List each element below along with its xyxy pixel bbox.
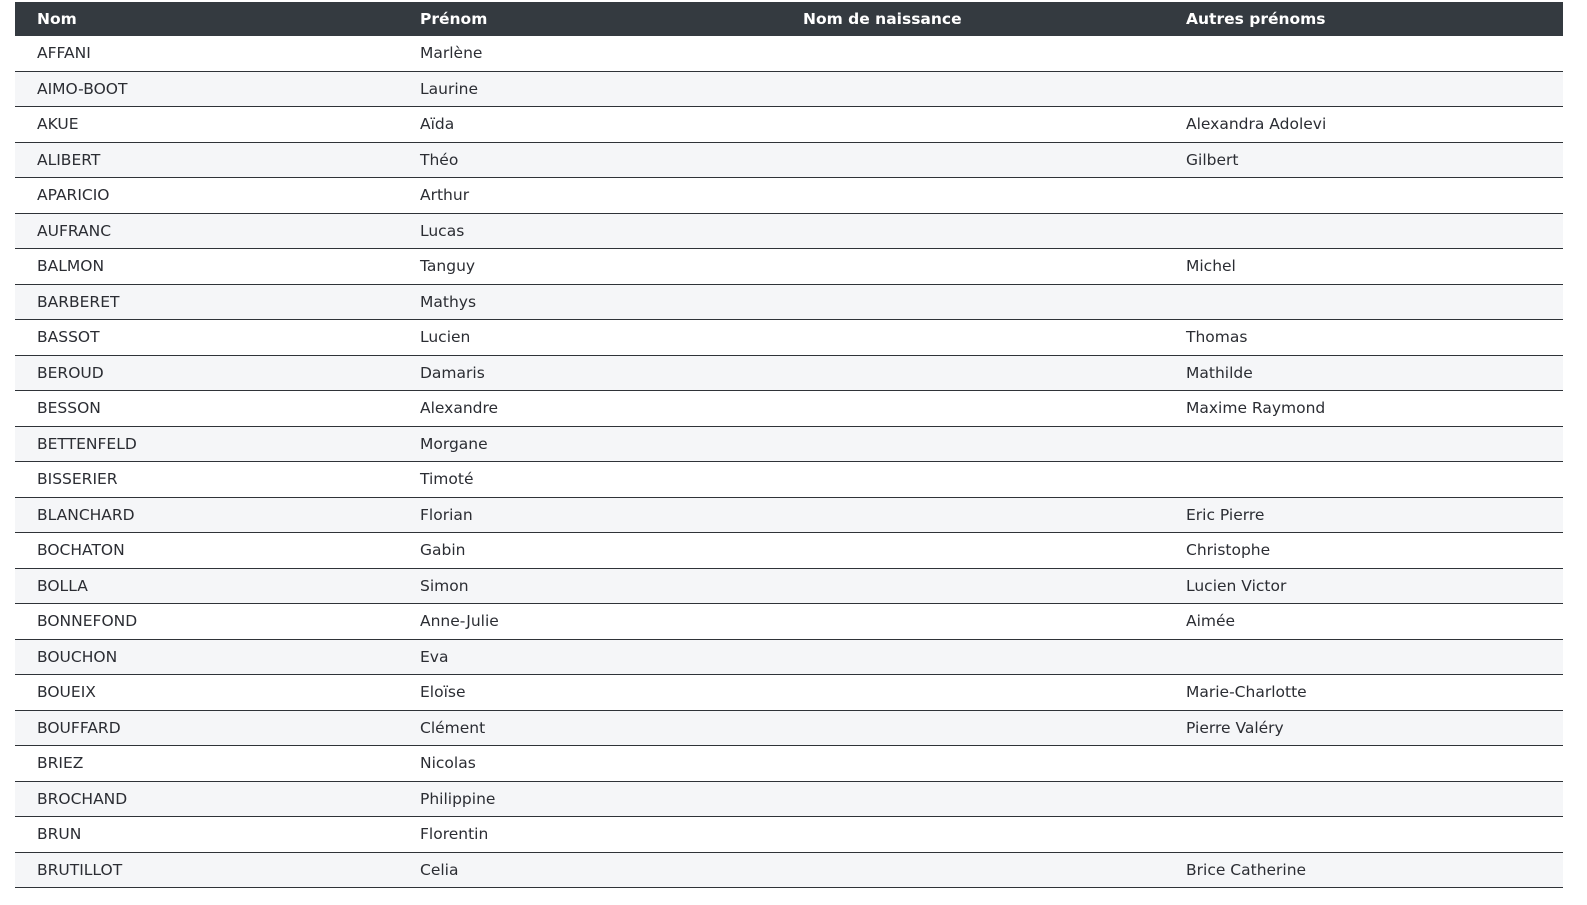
- cell-nom-de-naissance: [781, 178, 1164, 214]
- table-row[interactable]: [15, 213, 1563, 249]
- table-row[interactable]: [15, 781, 1563, 817]
- cell-prenom: Nicolas: [420, 754, 476, 773]
- cell-autres-prenoms: Marie-Charlotte: [1186, 683, 1307, 702]
- table-row[interactable]: [15, 107, 1563, 143]
- column-header-nom-de-naissance[interactable]: Nom de naissance: [803, 10, 962, 28]
- table-row[interactable]: [15, 817, 1563, 853]
- cell-autres-prenoms: [1164, 213, 1563, 249]
- cell-prenom: Alexandre: [420, 399, 499, 418]
- cell-prenom: Clément: [420, 718, 486, 737]
- cell-prenom: Aïda: [420, 115, 455, 134]
- table-row[interactable]: [15, 426, 1563, 462]
- table-row[interactable]: [15, 320, 1563, 356]
- cell-nom: BARBERET: [37, 292, 120, 311]
- cell-nom-de-naissance: [781, 284, 1164, 320]
- table-row[interactable]: [15, 71, 1563, 107]
- table-row[interactable]: [15, 710, 1563, 746]
- header-row: [15, 2, 1563, 36]
- table-row[interactable]: [15, 639, 1563, 675]
- table-row[interactable]: [15, 249, 1563, 285]
- cell-autres-prenoms: [1164, 746, 1563, 782]
- cell-nom-de-naissance: [781, 604, 1164, 640]
- cell-autres-prenoms: [1164, 71, 1563, 107]
- cell-autres-prenoms: [1164, 426, 1563, 462]
- table-row[interactable]: [15, 36, 1563, 71]
- cell-nom-de-naissance: [781, 710, 1164, 746]
- cell-nom-de-naissance: [781, 249, 1164, 285]
- cell-autres-prenoms: [1164, 36, 1563, 71]
- cell-autres-prenoms: Lucien Victor: [1186, 576, 1287, 595]
- cell-prenom: Morgane: [420, 434, 488, 453]
- table-row[interactable]: [15, 568, 1563, 604]
- cell-nom-de-naissance: [781, 533, 1164, 569]
- cell-autres-prenoms: [1164, 817, 1563, 853]
- cell-nom-de-naissance: [781, 213, 1164, 249]
- cell-prenom: Eva: [420, 647, 449, 666]
- cell-prenom: Marlène: [420, 44, 483, 63]
- cell-nom: BONNEFOND: [37, 612, 138, 631]
- cell-autres-prenoms: [1164, 462, 1563, 498]
- people-table-container: [15, 2, 1563, 888]
- cell-prenom: Mathys: [420, 292, 477, 311]
- table-row[interactable]: [15, 675, 1563, 711]
- cell-nom: AUFRANC: [37, 221, 112, 240]
- cell-prenom: Philippine: [420, 789, 496, 808]
- cell-nom-de-naissance: [781, 355, 1164, 391]
- cell-autres-prenoms: Maxime Raymond: [1186, 399, 1326, 418]
- cell-nom: BLANCHARD: [37, 505, 135, 524]
- cell-nom: BRIEZ: [37, 754, 84, 773]
- cell-autres-prenoms: Eric Pierre: [1186, 505, 1265, 524]
- cell-prenom: Lucas: [420, 221, 465, 240]
- cell-prenom: Théo: [420, 150, 459, 169]
- column-header-autres-prenoms[interactable]: Autres prénoms: [1186, 10, 1326, 28]
- cell-autres-prenoms: [1164, 639, 1563, 675]
- cell-nom-de-naissance: [781, 142, 1164, 178]
- cell-nom-de-naissance: [781, 36, 1164, 71]
- cell-prenom: Timoté: [420, 470, 474, 489]
- cell-nom: BETTENFELD: [37, 434, 137, 453]
- table-row[interactable]: [15, 604, 1563, 640]
- cell-prenom: Anne-Julie: [420, 612, 499, 631]
- people-table: [15, 2, 1563, 888]
- table-row[interactable]: [15, 142, 1563, 178]
- cell-nom: BISSERIER: [37, 470, 118, 489]
- cell-nom-de-naissance: [781, 746, 1164, 782]
- cell-nom: BRUTILLOT: [37, 860, 123, 879]
- cell-nom: BASSOT: [37, 328, 100, 347]
- cell-nom-de-naissance: [781, 675, 1164, 711]
- cell-prenom: Lucien: [420, 328, 471, 347]
- cell-nom-de-naissance: [781, 497, 1164, 533]
- cell-nom-de-naissance: [781, 462, 1164, 498]
- cell-nom-de-naissance: [781, 391, 1164, 427]
- cell-autres-prenoms: [1164, 178, 1563, 214]
- cell-nom-de-naissance: [781, 852, 1164, 888]
- table-row[interactable]: [15, 462, 1563, 498]
- cell-prenom: Eloïse: [420, 683, 466, 702]
- table-row[interactable]: [15, 497, 1563, 533]
- cell-nom: BESSON: [37, 399, 101, 418]
- cell-nom: AIMO-BOOT: [37, 79, 128, 98]
- cell-nom-de-naissance: [781, 568, 1164, 604]
- table-row[interactable]: [15, 533, 1563, 569]
- cell-nom: BOUFFARD: [37, 718, 121, 737]
- cell-nom: BOUCHON: [37, 647, 118, 666]
- cell-prenom: Laurine: [420, 79, 478, 98]
- cell-nom-de-naissance: [781, 781, 1164, 817]
- cell-prenom: Arthur: [420, 186, 470, 205]
- cell-autres-prenoms: Pierre Valéry: [1186, 718, 1284, 737]
- cell-nom: BOCHATON: [37, 541, 125, 560]
- cell-prenom: Tanguy: [420, 257, 476, 276]
- table-row[interactable]: [15, 355, 1563, 391]
- cell-autres-prenoms: Thomas: [1186, 328, 1248, 347]
- cell-nom-de-naissance: [781, 817, 1164, 853]
- cell-nom: AFFANI: [37, 44, 91, 63]
- table-row[interactable]: [15, 391, 1563, 427]
- cell-nom: BROCHAND: [37, 789, 128, 808]
- cell-prenom: Florian: [420, 505, 473, 524]
- table-row[interactable]: [15, 746, 1563, 782]
- cell-prenom: Celia: [420, 860, 459, 879]
- cell-nom: BOUEIX: [37, 683, 96, 702]
- cell-prenom: Simon: [420, 576, 469, 595]
- column-header-nom[interactable]: Nom: [37, 10, 77, 28]
- cell-nom-de-naissance: [781, 71, 1164, 107]
- table-header: [15, 2, 1563, 36]
- table-row[interactable]: [15, 284, 1563, 320]
- cell-nom: BEROUD: [37, 363, 104, 382]
- cell-autres-prenoms: Alexandra Adolevi: [1186, 115, 1327, 134]
- cell-nom: AKUE: [37, 115, 79, 134]
- cell-prenom: Gabin: [420, 541, 466, 560]
- cell-autres-prenoms: Gilbert: [1186, 150, 1239, 169]
- cell-autres-prenoms: [1164, 781, 1563, 817]
- cell-autres-prenoms: Christophe: [1186, 541, 1271, 560]
- cell-autres-prenoms: [1164, 284, 1563, 320]
- cell-nom: BRUN: [37, 825, 82, 844]
- cell-autres-prenoms: Aimée: [1186, 612, 1236, 631]
- cell-nom-de-naissance: [781, 107, 1164, 143]
- cell-nom-de-naissance: [781, 426, 1164, 462]
- cell-nom: APARICIO: [37, 186, 110, 205]
- table-row[interactable]: [15, 178, 1563, 214]
- cell-nom: BOLLA: [37, 576, 88, 595]
- cell-nom-de-naissance: [781, 639, 1164, 675]
- cell-autres-prenoms: Mathilde: [1186, 363, 1253, 382]
- cell-prenom: Florentin: [420, 825, 489, 844]
- cell-nom: ALIBERT: [37, 150, 101, 169]
- table-body: [15, 36, 1563, 888]
- cell-autres-prenoms: Brice Catherine: [1186, 860, 1307, 879]
- table-row[interactable]: [15, 852, 1563, 888]
- cell-prenom: Damaris: [420, 363, 485, 382]
- cell-autres-prenoms: Michel: [1186, 257, 1236, 276]
- cell-nom-de-naissance: [781, 320, 1164, 356]
- column-header-prenom[interactable]: Prénom: [420, 10, 488, 28]
- cell-nom: BALMON: [37, 257, 105, 276]
